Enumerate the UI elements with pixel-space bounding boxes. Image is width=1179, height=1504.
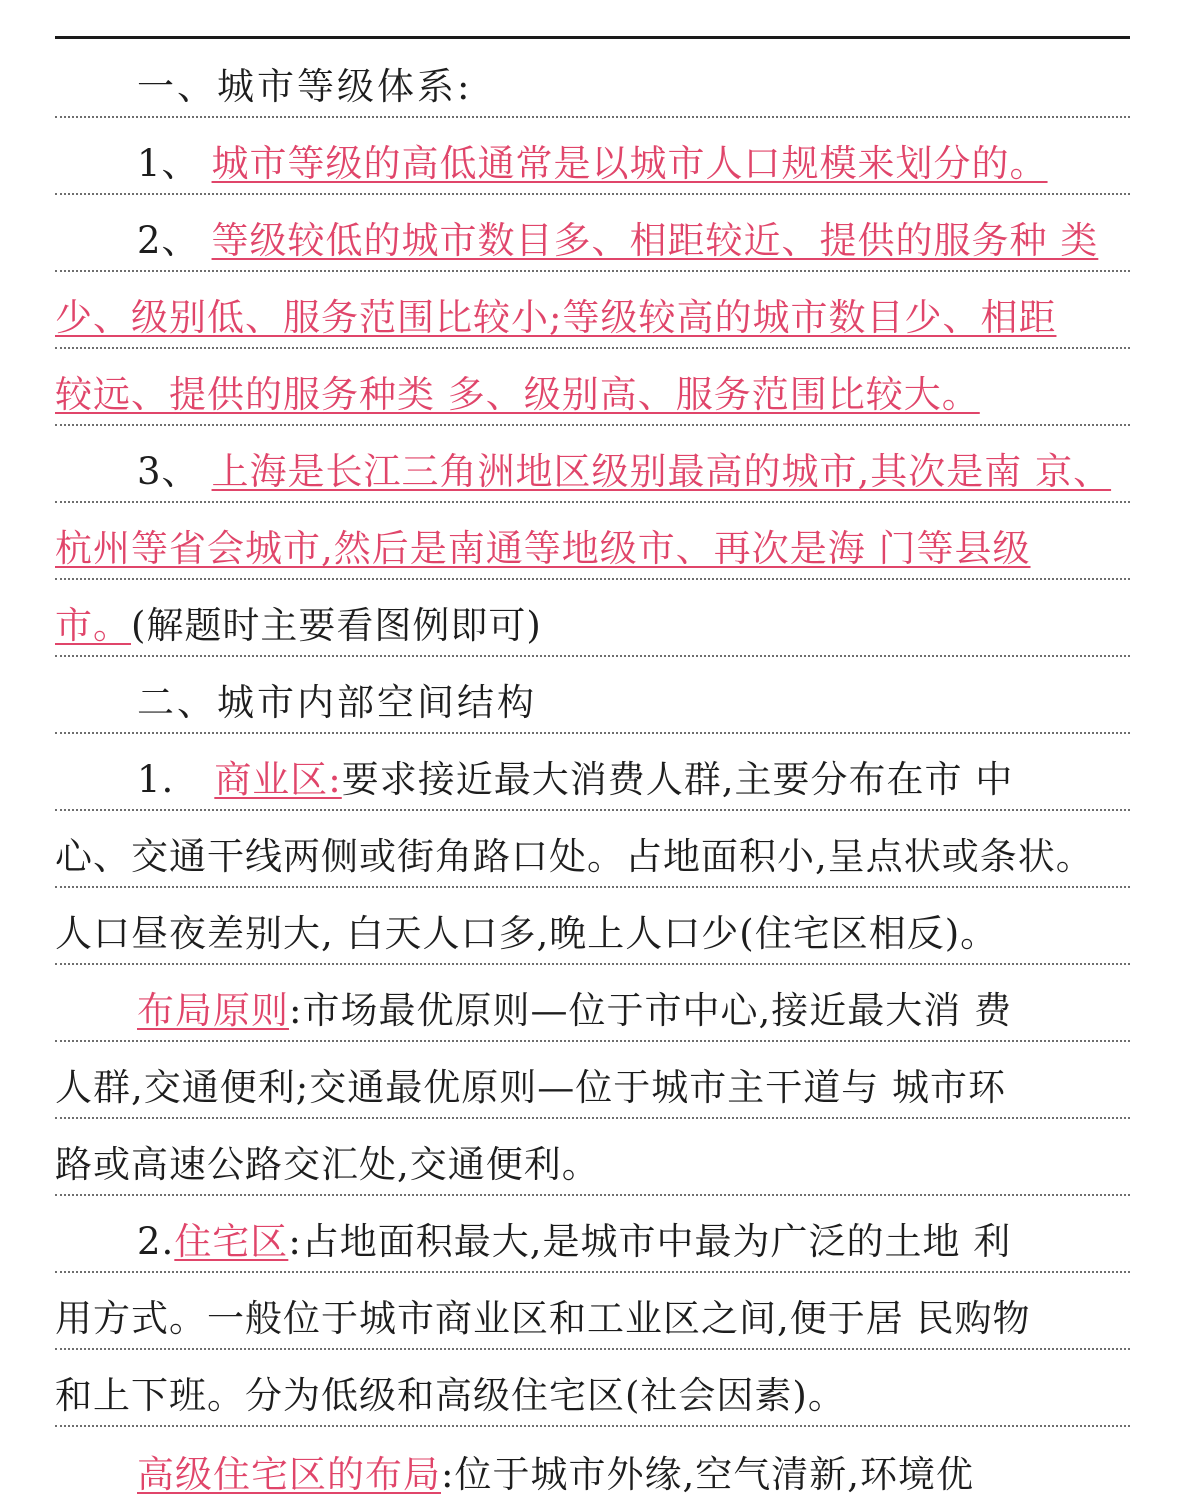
item2-text-2: 少、级别低、服务范围比较小;等级较高的城市数目少、相距 [55,296,1057,339]
residential-label: 住宅区 [174,1220,289,1263]
item3-text-1: 上海是长江三角洲地区级别最高的城市,其次是南 京、 [211,450,1112,493]
item2-number: 2、 [137,219,200,262]
notes-page [55,40,1130,1504]
item2-line2 [55,272,1130,349]
item2-text-1: 等级较低的城市数目多、相距较近、提供的服务种 类 [211,219,1099,262]
section1-heading-line [55,40,1130,118]
item3-text-3: 市。 [55,604,131,647]
residential-number: 2. [137,1220,175,1263]
top-rule [55,36,1130,39]
layout-principle-line2 [55,1042,1130,1119]
commercial-text-3: 人口昼夜差别大, 白天人口多,晚上人口少(住宅区相反)。 [55,912,999,955]
layout-principle-text-2: 人群,交通便利;交通最优原则—位于城市主干道与 城市环 [55,1066,1006,1109]
section1-heading: 一、城市等级体系: [137,65,473,108]
residential-line3 [55,1350,1130,1427]
item2-line1 [55,195,1130,272]
item3-line1 [55,426,1130,503]
layout-principle-label: 布局原则 [137,989,289,1032]
item3-number: 3、 [137,450,200,493]
commercial-number: 1. [137,758,175,801]
residential-text-1: :占地面积最大,是城市中最为广泛的土地 利 [288,1220,1012,1263]
item2-text-3: 较远、提供的服务种类 多、级别高、服务范围比较大。 [55,373,980,416]
commercial-text-1: 要求接近最大消费人群,主要分布在市 中 [341,758,1014,801]
item3-note: (解题时主要看图例即可) [131,604,542,647]
item1-text: 城市等级的高低通常是以城市人口规模来划分的。 [211,142,1048,185]
layout-principle-text-1: :市场最优原则—位于市中心,接近最大消 费 [289,989,1012,1032]
residential-text-3: 和上下班。分为低级和高级住宅区(社会因素)。 [55,1374,846,1417]
layout-principle-line1 [55,965,1130,1042]
item3-line2 [55,503,1130,580]
layout-principle-text-3: 路或高速公路交汇处,交通便利。 [55,1143,600,1186]
item1-line [55,118,1130,195]
section2-heading-line [55,657,1130,734]
residential-text-2: 用方式。一般位于城市商业区和工业区之间,便于居 民购物 [55,1297,1031,1340]
item2-line3 [55,349,1130,426]
residential-line1 [55,1196,1130,1273]
section2-heading: 二、城市内部空间结构 [137,681,537,724]
high-residential-text-1: :位于城市外缘,空气清新,环境优 [441,1453,974,1496]
commercial-label: 商业区: [214,758,342,801]
commercial-line2 [55,811,1130,888]
residential-line2 [55,1273,1130,1350]
commercial-line1 [55,734,1130,811]
high-residential-label: 高级住宅区的布局 [137,1453,441,1496]
high-residential-line1 [55,1427,1130,1504]
layout-principle-line3 [55,1119,1130,1196]
item1-number: 1、 [137,142,200,185]
item3-text-2: 杭州等省会城市,然后是南通等地级市、再次是海 门等县级 [55,527,1031,570]
item3-line3 [55,580,1130,657]
commercial-text-2: 心、交通干线两侧或街角路口处。占地面积小,呈点状或条状。 [55,835,1094,878]
commercial-line3 [55,888,1130,965]
